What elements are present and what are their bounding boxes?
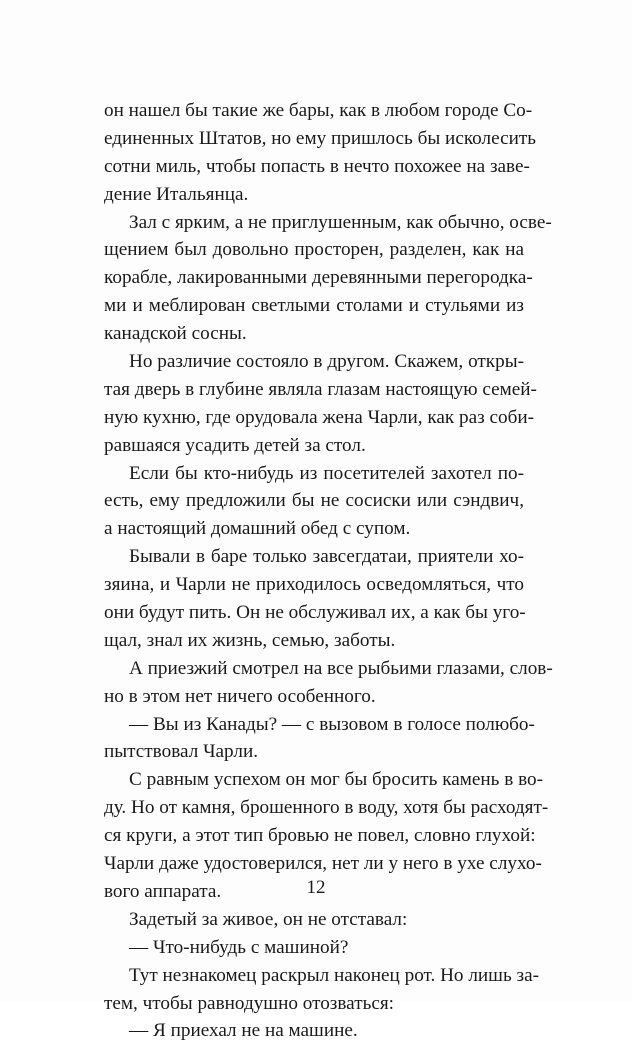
text-line: вого аппарата.	[104, 880, 222, 902]
text-line: ду. Но от камня, брошенного в воду, хотя бы расходят-	[104, 797, 549, 819]
text-line: Задетый за живое, он не отставал:	[129, 908, 408, 930]
text-line: но в этом нет ничего особенного.	[104, 685, 376, 707]
text-line: Тут незнакомец раскрыл наконец рот. Но лишь за-	[129, 964, 539, 986]
text-line: корабле, лакированными деревянными перегородка-	[104, 267, 533, 289]
text-line: Если бы кто-нибудь из посетителей захотел по-	[129, 462, 524, 484]
page-number: 12	[306, 877, 326, 898]
text-line: щением был довольно просторен, разделен, как на	[104, 239, 524, 261]
body-text	[104, 97, 553, 1045]
text-line: щал, знал их жизнь, семью, заботы.	[104, 629, 396, 651]
text-line: ми и меблирован светлыми столами и стульями из	[104, 295, 524, 317]
text-line: А приезжий смотрел на все рыбьими глазами, слов-	[129, 657, 553, 679]
text-line: — Вы из Канады? — с вызовом в голосе полюбо-	[129, 713, 535, 735]
text-line: сотни миль, чтобы попасть в нечто похожее на заве-	[104, 155, 530, 177]
text-line: Зал с ярким, а не приглушенным, как обычно, осве-	[129, 211, 552, 233]
text-line: — Что-нибудь с машиной?	[129, 936, 349, 958]
text-line: ную кухню, где орудовала жена Чарли, как раз соби-	[104, 406, 535, 428]
text-line: Бывали в баре только завсегдатаи, приятели хо-	[129, 546, 524, 568]
text-line: С равным успехом он мог бы бросить камень в во-	[129, 769, 543, 791]
text-line: Чарли даже удостоверился, нет ли у него в ухе слухо-	[104, 853, 542, 875]
text-line: канадской сосны.	[104, 323, 247, 345]
text-line: Но различие состояло в другом. Скажем, откры-	[129, 351, 524, 373]
text-line: ся круги, а этот тип бровью не повел, словно глухой:	[104, 825, 536, 847]
text-line: равшаяся усадить детей за стол.	[104, 434, 366, 456]
text-line: он нашел бы такие же бары, как в любом городе Со-	[104, 100, 533, 121]
text-line: тем, чтобы равнодушно отозваться:	[104, 992, 395, 1014]
text-line: пытствовал Чарли.	[104, 741, 259, 763]
text-line: есть, ему предложили бы не сосиски или сэндвич,	[104, 490, 524, 512]
text-line: единенных Штатов, но ему пришлось бы исколесить	[104, 127, 537, 149]
text-line: а настоящий домашний обед с супом.	[104, 518, 411, 540]
text-line: — Я приехал не на машине.	[129, 1020, 358, 1042]
text-line: они будут пить. Он не обслуживал их, а как бы уго-	[104, 602, 526, 624]
text-line: дение Итальянца.	[104, 183, 249, 205]
text-line: зяина, и Чарли не приходилось осведомляться, что	[104, 574, 524, 596]
text-line: тая дверь в глубине являла глазам настоящую семей-	[104, 378, 537, 400]
